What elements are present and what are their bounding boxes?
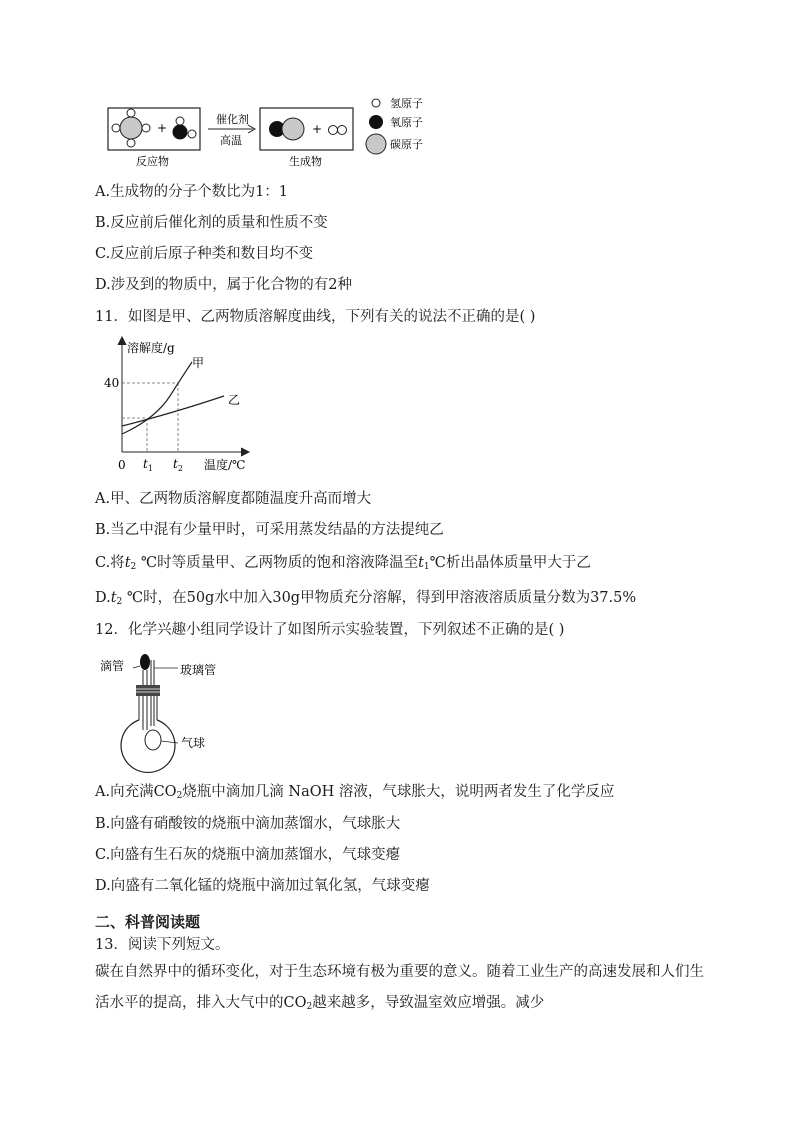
hydrogen-molecule xyxy=(329,126,347,135)
q11-stem: 11．如图是甲、乙两物质溶解度曲线，下列有关的说法不正确的是( ) xyxy=(95,309,536,325)
y-tick-40: 40 xyxy=(104,376,120,390)
balloon-label: 气球 xyxy=(181,736,206,750)
q10-option-d: D.涉及到的物质中，属于化合物的有2种 xyxy=(95,277,352,293)
water-molecule xyxy=(173,117,196,139)
q12-option-b: B.向盛有硝酸铵的烧瓶中滴加蒸馏水，气球胀大 xyxy=(95,816,401,832)
q11-option-d: $D.t_2$ ℃时，在50g水中加入30g甲物质充分溶解，得到甲溶液溶质质量分数为37.5% xyxy=(95,590,637,607)
q10-option-c: C.反应前后原子种类和数目均不变 xyxy=(95,246,314,262)
q12-stem: 12．化学兴趣小组同学设计了如图所示实验装置，下列叙述不正确的是( ) xyxy=(95,622,565,638)
plus-sign-1: + xyxy=(157,121,168,135)
carbon-monoxide-molecule xyxy=(269,118,304,140)
reactants-label: 反应物 xyxy=(136,155,169,168)
dropper-label: 滴管 xyxy=(100,659,125,673)
balloon xyxy=(145,730,161,750)
products-label: 生成物 xyxy=(289,155,322,168)
oxygen-atom-icon xyxy=(369,115,383,129)
q10-option-b: B.反应前后催化剂的质量和性质不变 xyxy=(95,215,328,231)
q13-stem: 13．阅读下列短文。 xyxy=(95,937,230,953)
atom-legend xyxy=(366,96,423,154)
flask-apparatus xyxy=(98,648,248,776)
curve-yi-label: 乙 xyxy=(228,393,241,407)
origin-label: 0 xyxy=(118,458,126,472)
glass-tube-label: 玻璃管 xyxy=(180,663,217,677)
y-axis-label: 溶解度/g xyxy=(127,341,175,355)
x-axis-label: 温度/℃ xyxy=(204,458,246,472)
plus-sign-2: + xyxy=(312,122,323,136)
legend-hydrogen: 氢原子 xyxy=(390,97,423,110)
reading-passage: 碳在自然界中的循环变化，对于生态环境有极为重要的意义。随着工业生产的高速发展和人们生活水平的提高，排入大气中的$CO_2$越来越多，导致温室效应增强。减少 xyxy=(95,964,704,1012)
reaction-diagram xyxy=(100,92,460,172)
hydrogen-atom-icon xyxy=(372,99,380,107)
q12-option-c: C.向盛有生石灰的烧瓶中滴加蒸馏水，气球变瘪 xyxy=(95,847,401,863)
t1-label: $t_1$ xyxy=(143,457,153,473)
section-heading: 二、科普阅读题 xyxy=(95,913,201,931)
q10-option-a: A.生成物的分子个数比为1：1 xyxy=(95,184,289,200)
curve-yi xyxy=(122,396,224,426)
q12-option-a: A.向充满$CO_2$烧瓶中滴加几滴 NaOH 溶液，气球胀大，说明两者发生了化学反应 xyxy=(95,784,615,801)
legend-oxygen: 氧原子 xyxy=(390,116,423,129)
curve-jia-label: 甲 xyxy=(192,356,205,370)
q11-option-b: B.当乙中混有少量甲时，可采用蒸发结晶的方法提纯乙 xyxy=(95,522,444,538)
legend-carbon: 碳原子 xyxy=(390,138,423,151)
condition-label: 高温 xyxy=(220,134,242,147)
q11-option-a: A.甲、乙两物质溶解度都随温度升高而增大 xyxy=(95,491,372,507)
q12-option-d: D.向盛有二氧化锰的烧瓶中滴加过氧化氢，气球变瘪 xyxy=(95,878,430,894)
dropper-bulb xyxy=(140,654,150,670)
q11-option-c: C.将$t_2$ ℃时等质量甲、乙两物质的饱和溶液降温至$t_1℃$析出晶体质量甲大于乙 xyxy=(95,555,591,572)
methane-molecule xyxy=(112,109,150,147)
solubility-graph xyxy=(100,334,270,476)
t2-label: $t_2$ xyxy=(173,457,183,473)
catalyst-label: 催化剂 xyxy=(216,113,249,126)
stopper xyxy=(136,685,160,696)
carbon-atom-icon xyxy=(366,134,386,154)
